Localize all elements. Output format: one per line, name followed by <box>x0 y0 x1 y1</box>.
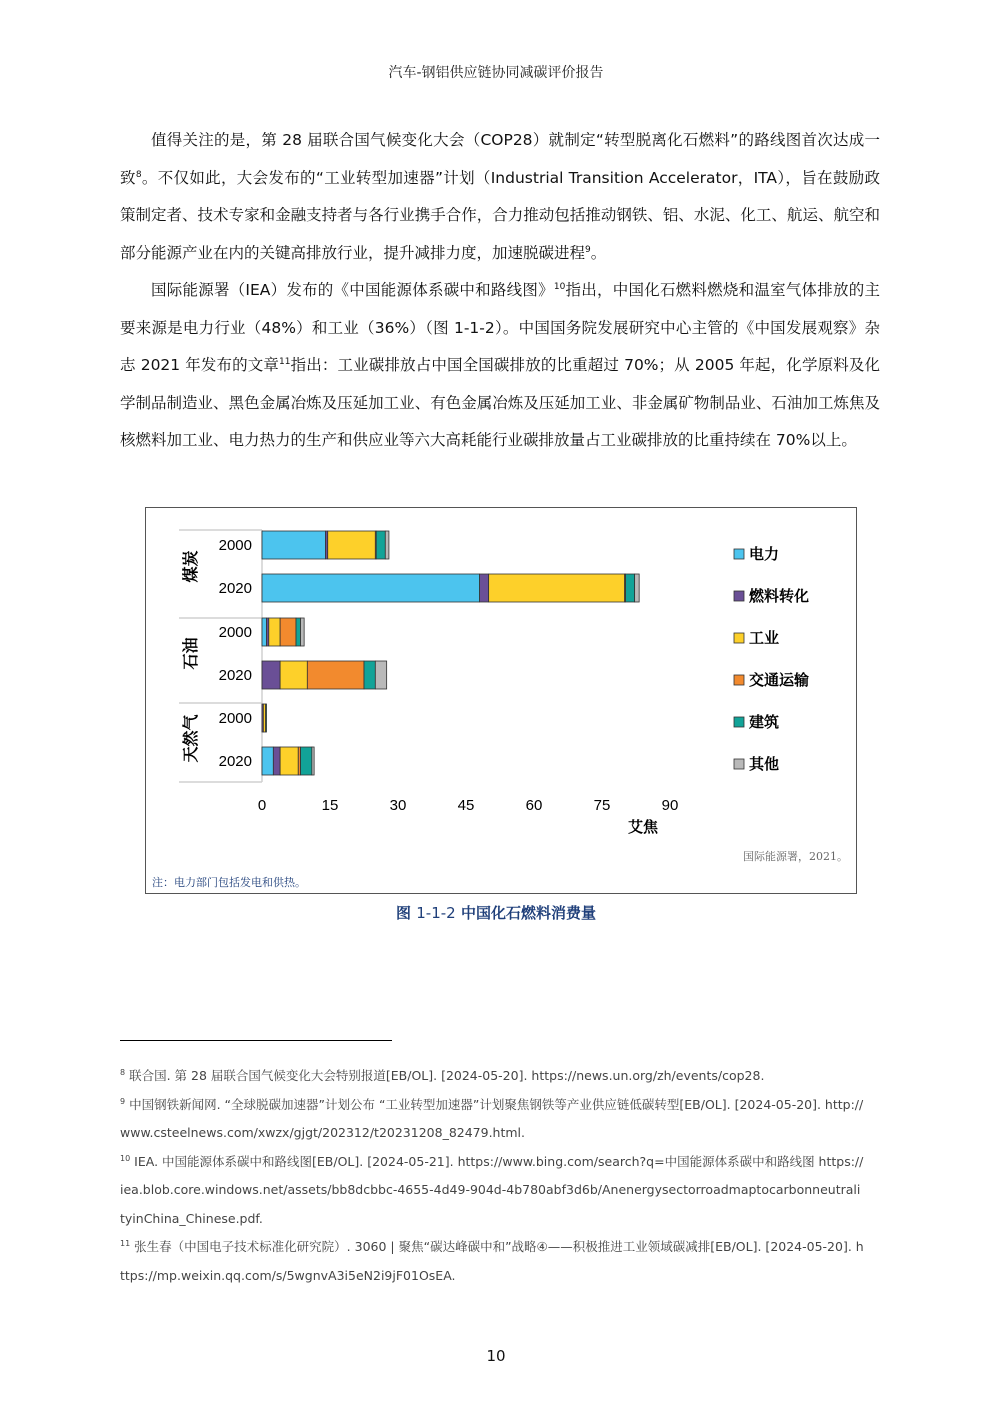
x-tick-label: 30 <box>389 797 407 814</box>
bar-segment <box>262 531 325 559</box>
x-tick-label: 15 <box>321 797 339 814</box>
bar-segment <box>301 618 305 646</box>
footnote <box>120 1091 865 1148</box>
category-tick-label: 2000 <box>218 710 252 727</box>
legend-label: 燃料转化 <box>749 588 810 605</box>
x-tick-label: 60 <box>525 797 543 814</box>
category-tick-label: 2020 <box>218 753 252 770</box>
footnote-number: 11 <box>120 1239 131 1248</box>
legend-swatch <box>734 675 744 685</box>
footnote-text[interactable]: IEA. 中国能源体系碳中和路线图[EB/OL]. [2024-05-21]. https://www.bing.com/search?q=中国能源体系碳中和路线图 https://iea.blob.core.windows.net/assets/bb8dcbbc-4655-4d49-904d-4b780abf3d6b/AnenergysectorroadmaptocarbonneutralityinChina_Chinese.pdf. <box>120 1153 864 1226</box>
paragraph-text: 指出：工业碳排放占中国全国碳排放的比重超过 70%；从 2005 年起，化学原料及化学制品制造业、黑色金属冶炼及压延加工业、有色金属冶炼及压延加工业、非金属矿物制品业、石油加工炼焦及核燃料加工业、电力热力的生产和供应业等六大高耗能行业碳排放量占工业碳排放的比重持续在 70%以上。 <box>120 356 880 449</box>
bar-segment <box>328 531 376 559</box>
bar-segment <box>635 574 640 602</box>
bar-segment <box>480 574 489 602</box>
legend-swatch <box>734 591 744 601</box>
legend-swatch <box>734 549 744 559</box>
footnote-ref[interactable]: 8 <box>135 169 142 180</box>
footnote <box>120 1148 865 1234</box>
bar-segment <box>269 618 280 646</box>
group-label: 煤炭 <box>183 550 201 583</box>
category-tick-label: 2000 <box>218 624 252 641</box>
bar-segment <box>375 661 386 689</box>
caption-number: 1-1-2 <box>416 904 456 922</box>
bar-segment <box>489 574 625 602</box>
legend-label: 建筑 <box>749 714 780 731</box>
bar-segment <box>626 574 635 602</box>
footnote <box>120 1062 865 1091</box>
chart-note: 注：电力部门包括发电和供热。 <box>152 876 306 889</box>
footnote-text[interactable]: 张生春（中国电子技术标准化研究院）. 3060 | 聚焦“碳达峰碳中和”战略④——积极推进工业领域碳减排[EB/OL]. [2024-05-20]. https://mp.weixin.qq.com/s/5wgnvA3i5eN2i9jF01OsEA. <box>120 1239 864 1283</box>
bar-segment <box>273 747 280 775</box>
group-label: 天然气 <box>183 714 201 763</box>
footnote-number: 9 <box>120 1096 126 1106</box>
bar-segment <box>266 704 267 732</box>
x-tick-label: 75 <box>593 797 611 814</box>
legend-swatch <box>734 633 744 643</box>
bar-segment <box>262 574 480 602</box>
footnote-number: 8 <box>120 1068 126 1077</box>
legend-swatch <box>734 717 744 727</box>
x-axis-label: 艾焦 <box>627 819 659 836</box>
x-tick-label: 0 <box>257 797 267 814</box>
group-label: 石油 <box>183 637 201 670</box>
footnote-divider <box>120 1040 392 1041</box>
footnote-ref[interactable]: 9 <box>585 244 591 255</box>
bar-segment <box>280 747 298 775</box>
bar-segment <box>307 661 364 689</box>
bar-segment <box>280 661 307 689</box>
category-tick-label: 2000 <box>218 537 252 554</box>
bar-segment <box>262 618 267 646</box>
bar-segment <box>301 747 312 775</box>
footnotes <box>120 1062 865 1290</box>
paragraph <box>120 272 880 460</box>
legend-label: 交通运输 <box>749 672 810 689</box>
legend-swatch <box>734 759 744 769</box>
body-text <box>120 122 880 460</box>
page-number: 10 <box>486 1347 506 1365</box>
legend-label: 其他 <box>749 756 780 773</box>
legend-label: 电力 <box>749 546 780 563</box>
bar-segment <box>262 747 273 775</box>
chart-figure <box>145 507 857 894</box>
footnote-text[interactable]: 联合国. 第 28 届联合国气候变化大会特别报道[EB/OL]. [2024-05-20]. https://news.un.org/zh/events/cop28. <box>129 1068 765 1083</box>
bar-segment <box>364 661 375 689</box>
paragraph <box>120 122 880 272</box>
x-tick-label: 90 <box>661 797 679 814</box>
page-header: 汽车-钢铝供应链协同减碳评价报告 <box>388 65 604 81</box>
footnote-number: 10 <box>120 1153 131 1163</box>
chart-source: 国际能源署，2021。 <box>743 850 848 863</box>
bar-segment <box>262 661 280 689</box>
bar-segment <box>280 618 296 646</box>
x-tick-label: 45 <box>457 797 475 814</box>
footnote-ref[interactable]: 11 <box>279 357 291 367</box>
caption-prefix: 图 <box>396 904 412 922</box>
paragraph-text: 值得关注的是，第 28 届联合国气候变化大会（COP28）就制定“转型脱离化石燃料”的路线图首次达成一致 <box>120 131 880 187</box>
stacked-bar-chart <box>146 508 856 893</box>
bar-segment <box>296 618 301 646</box>
footnote-ref[interactable]: 10 <box>553 282 566 292</box>
paragraph-text: 。 <box>590 243 607 262</box>
bar-segment <box>376 531 385 559</box>
category-tick-label: 2020 <box>218 580 252 597</box>
footnote <box>120 1233 865 1290</box>
paragraph-text: 国际能源署（IEA）发布的《中国能源体系碳中和路线图》 <box>151 281 554 299</box>
paragraph-text: 。不仅如此，大会发布的“工业转型加速器”计划（Industrial Transition Accelerator，ITA），旨在鼓励政策制定者、技术专家和金融支持者与各行业携手合作，合力推动包括推动钢铁、铝、水泥、化工、航运、航空和部分能源产业在内的关键高排放行业，提升减排力度，加速脱碳进程 <box>120 168 880 262</box>
caption-title: 中国化石燃料消费量 <box>460 904 596 922</box>
paragraph-text: 指出，中国化石燃料燃烧和温室气体排放的主要来源是电力行业（48%）和工业（36%）（图 1-1-2）。中国国务院发展研究中心主管的《中国发展观察》杂志 2021 年发布的文章 <box>120 281 880 374</box>
legend-label: 工业 <box>749 630 780 647</box>
category-tick-label: 2020 <box>218 667 252 684</box>
bar-segment <box>385 531 389 559</box>
figure-caption <box>0 902 992 923</box>
footnote-text[interactable]: 中国钢铁新闻网. “全球脱碳加速器”计划公布 “工业转型加速器”计划聚焦钢铁等产业供应链低碳转型[EB/OL]. [2024-05-20]. http://www.csteelnews.com/xwzx/gjgt/202312/t20231208_82479.html. <box>120 1096 864 1140</box>
bar-segment <box>312 747 314 775</box>
